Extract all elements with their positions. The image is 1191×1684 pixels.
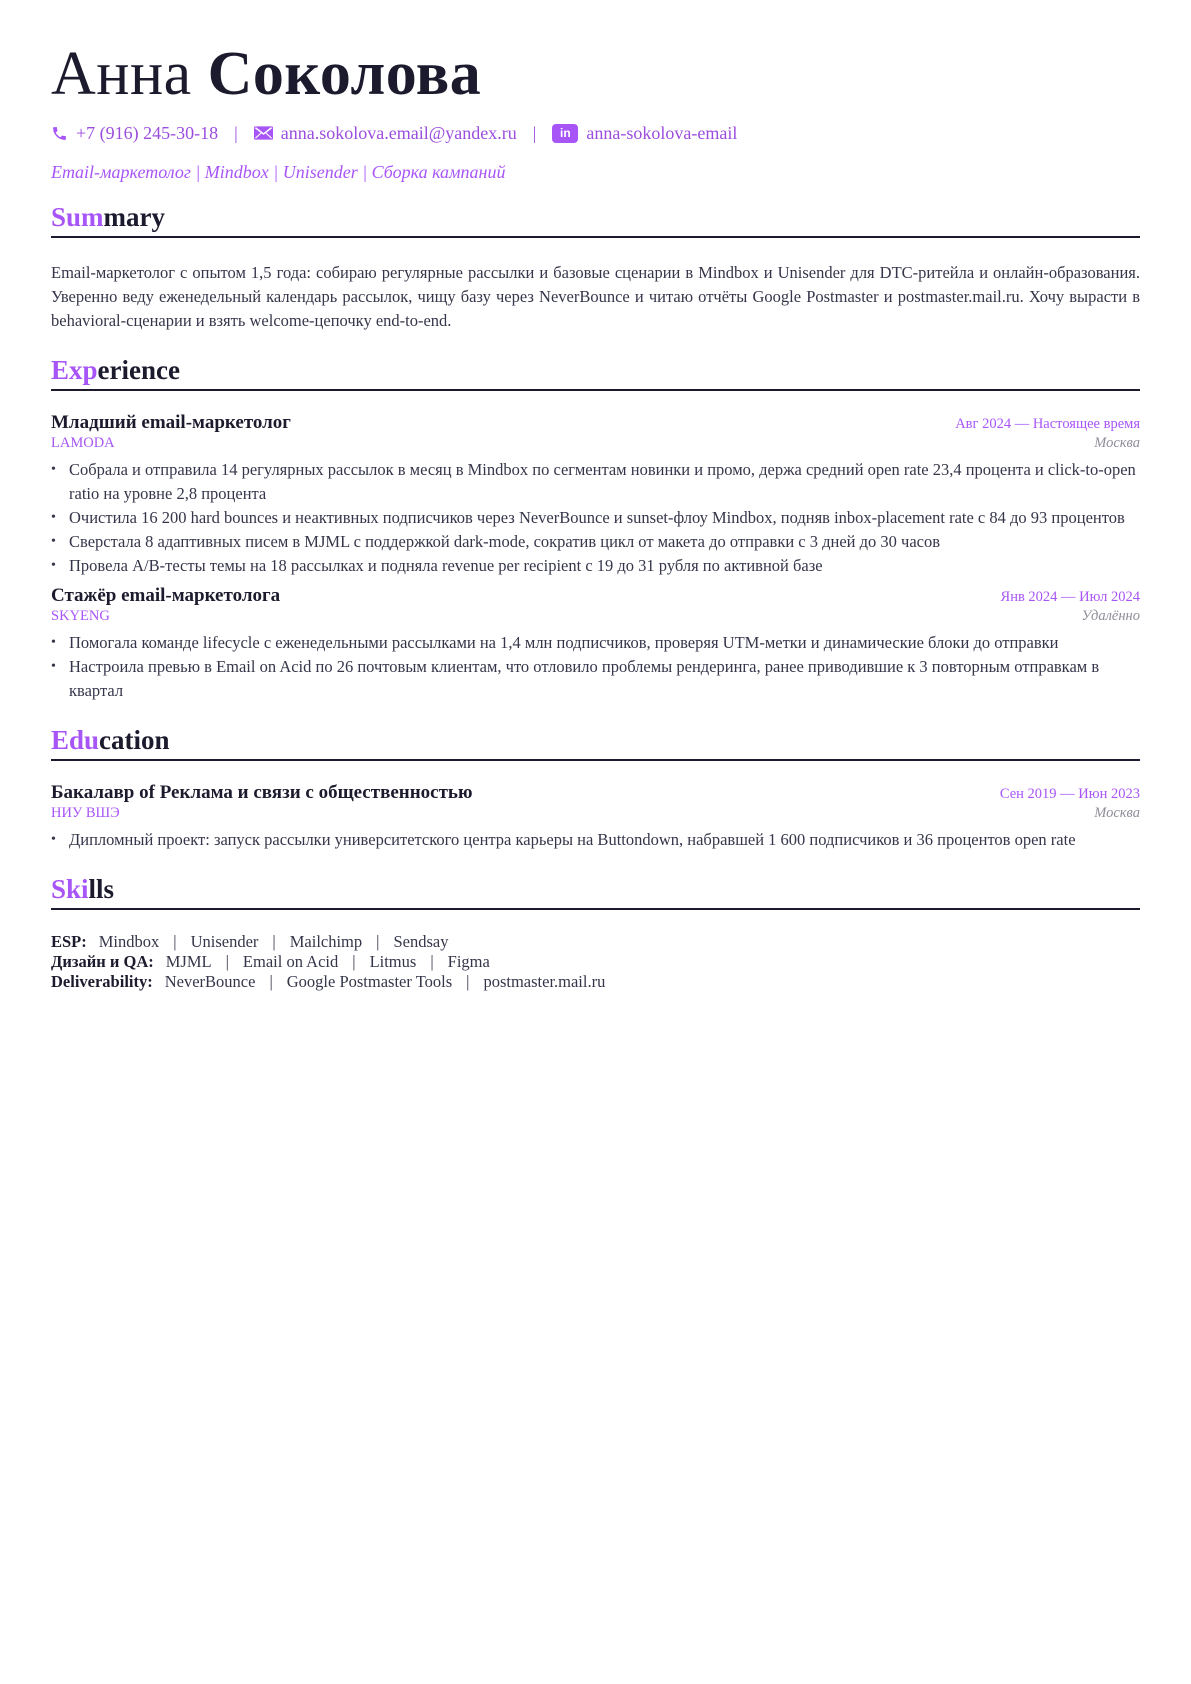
envelope-icon [254,126,273,140]
section-title-rest: lls [88,874,115,904]
experience-section [51,353,1140,703]
entry-subheader [51,805,1140,822]
job-dates: Янв 2024 — Июл 2024 [1000,589,1140,605]
list-item: • Дипломный проект: запуск рассылки университетского центра карьеры на Buttondown, набравшей 1 600 подписчиков и 36 процентов open rate [69,828,1140,852]
education-entry [51,782,1140,852]
section-title-accent: Exp [51,355,98,385]
entry-subheader [51,608,1140,625]
job-location: Удалённо [1081,608,1140,624]
university-name: НИУ ВШЭ [51,805,120,821]
skill-item: postmaster.mail.ru [483,972,606,991]
skill-separator: | [173,932,177,951]
linkedin-handle: anna-sokolova-email [586,122,738,143]
contact-line [51,120,1140,146]
skill-category: ESP: [51,932,87,951]
skill-separator: | [269,972,273,991]
section-title-accent: Ski [51,874,89,904]
achievement-list [51,631,1140,703]
entry-header [51,412,1140,434]
list-item: • Сверстала 8 адаптивных писем в MJML с поддержкой dark-mode, сократив цикл от макета до отправки с 3 дней до 30 часов [69,530,1140,554]
company-name: SKYENG [51,608,110,624]
job-location: Москва [1094,435,1140,451]
contact-separator: | [532,122,537,143]
skill-item: NeverBounce [164,972,256,991]
skill-item: Google Postmaster Tools [286,972,453,991]
contact-phone[interactable] [51,123,218,144]
skill-category: Дизайн и QA: [51,952,154,971]
list-item: • Настроила превью в Email on Acid по 26 почтовым клиентам, что отловило проблемы рендеринга, ранее приводившие к 3 повторным отправкам в квартал [69,655,1140,703]
summary-section [51,200,1140,333]
list-item: • Помогала команде lifecycle с еженедельными рассылками на 1,4 млн подписчиков, проверяя UTM-метки и динамические блоки до отправки [69,631,1140,655]
study-dates: Сен 2019 — Июн 2023 [999,786,1140,802]
job-title: Младший email-маркетолог [51,412,291,433]
company-name: LAMODA [51,435,115,451]
education-section [51,723,1140,852]
skill-item: Mailchimp [289,932,363,951]
section-title-rest: cation [99,725,170,755]
achievement-list [51,828,1140,852]
skill-item: Email on Acid [242,952,339,971]
skill-item: Litmus [369,952,417,971]
skill-separator: | [225,952,229,971]
contact-linkedin[interactable] [552,123,737,144]
list-item: • Провела A/B-тесты темы на 18 рассылках и подняла revenue per recipient с 19 до 31 рубля по активной базе [69,554,1140,578]
skills-list [51,932,1140,992]
email-address: anna.sokolova.email@yandex.ru [280,122,517,143]
job-dates: Авг 2024 — Настоящее время [955,416,1140,432]
summary-text: Email-маркетолог с опытом 1,5 года: собираю регулярные рассылки и базовые сценарии в Mindbox и Unisender для DTC-ритейла и онлайн-образования. Уверенно веду еженедельный календарь рассылок, чищу базу через NeverBounce и читаю отчёты Google Postmaster и postmaster.mail.ru. Хочу вырасти в behavioral-сценарии и взять welcome-цепочку end-to-end. [51,263,1140,330]
skill-separator: | [272,932,276,951]
skills-section [51,872,1140,992]
study-location: Москва [1094,805,1140,821]
section-title-skills [51,872,1140,910]
entry-header [51,782,1140,804]
linkedin-icon [552,124,578,143]
candidate-name [51,36,1140,112]
section-title-accent: Sum [51,202,104,232]
skill-item: Sendsay [393,932,449,951]
section-title-accent: Edu [51,725,100,755]
headline-tagline: Email-маркетолог | Mindbox | Unisender | Сборка кампаний [51,162,506,182]
skill-item: Figma [447,952,490,971]
section-title-education [51,723,1140,761]
entry-header [51,585,1140,607]
list-item: • Очистила 16 200 hard bounces и неактивных подписчиков через NeverBounce и sunset-флоу Mindbox, подняв inbox-placement rate с 84 до 93 процентов [69,506,1140,530]
list-item: • Собрала и отправила 14 регулярных рассылок в месяц в Mindbox по сегментам новинки и промо, держа средний open rate 23,4 процента и click-to-open ratio на уровне 2,8 процента [69,458,1140,506]
contact-email[interactable] [254,123,517,144]
linkedin-badge: in [552,124,578,143]
last-name: Соколова [207,40,482,108]
section-title-experience [51,353,1140,391]
skill-item: MJML [165,952,212,971]
skill-row [51,932,1140,952]
skill-item: Mindbox [98,932,160,951]
skill-separator: | [430,952,434,971]
degree-title: Бакалавр of Реклама и связи с общественностью [51,782,473,803]
skill-separator: | [466,972,470,991]
skill-separator: | [352,952,356,971]
experience-entry [51,412,1140,578]
first-name: Анна [51,40,192,108]
skill-item: Unisender [190,932,259,951]
section-title-rest: mary [103,202,166,232]
phone-number: +7 (916) 245-30-18 [76,122,219,143]
contact-separator: | [234,122,238,143]
skill-row [51,972,1140,992]
job-title: Стажёр email-маркетолога [51,585,281,606]
phone-icon [51,125,68,142]
entry-subheader [51,435,1140,452]
section-title-rest: erience [97,355,180,385]
skill-separator: | [376,932,380,951]
achievement-list [51,458,1140,578]
skill-row [51,952,1140,972]
skill-category: Deliverability: [51,972,153,991]
experience-entry [51,585,1140,703]
section-title-summary [51,200,1140,238]
